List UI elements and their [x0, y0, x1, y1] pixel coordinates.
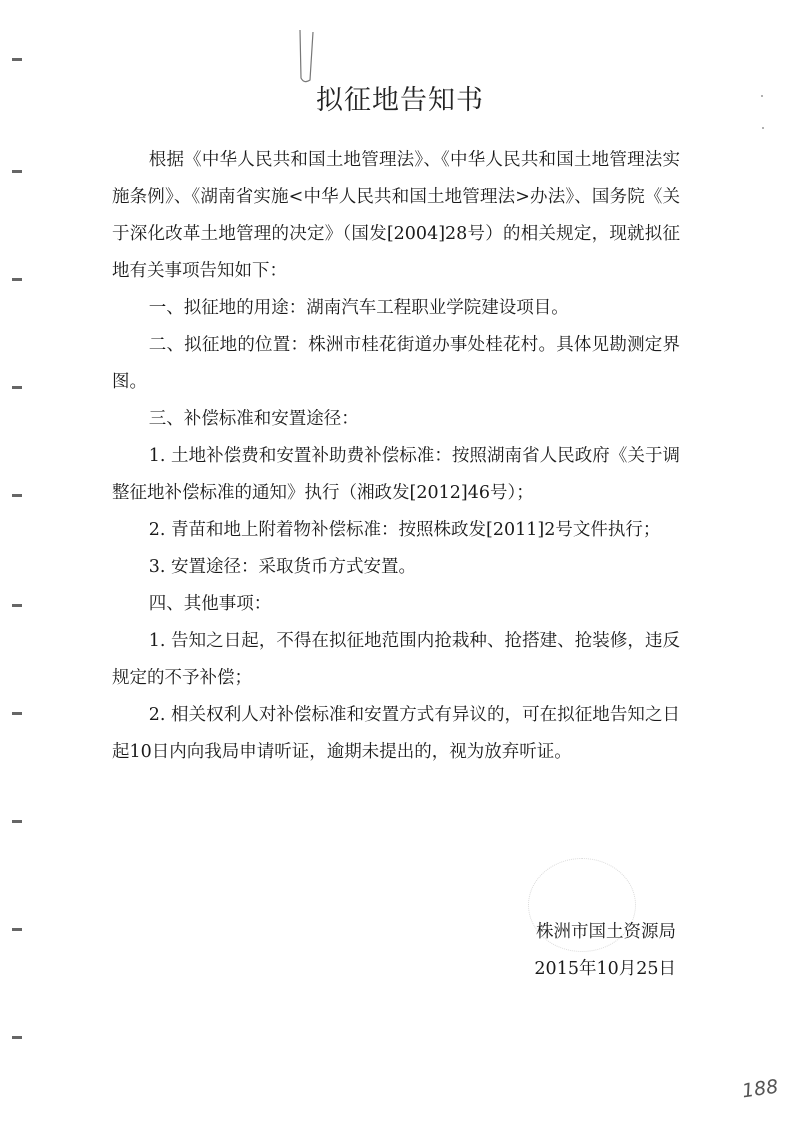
punch-mark	[12, 386, 22, 389]
paragraph-land-compensation: 1. 土地补偿费和安置补助费补偿标准：按照湖南省人民政府《关于调整征地补偿标准的通知》执行（湘政发[2012]46号）；	[112, 446, 680, 503]
paragraph-hearing: 2. 相关权利人对补偿标准和安置方式有异议的，可在拟征地告知之日起10日内向我局申请听证，逾期未提出的，视为放弃听证。	[112, 705, 680, 762]
paragraph-purpose: 一、拟征地的用途：湖南汽车工程职业学院建设项目。	[148, 298, 569, 318]
document-title: 拟征地告知书	[316, 85, 484, 116]
punch-mark	[12, 170, 22, 173]
handwritten-page-number: 188	[740, 1075, 780, 1103]
paragraph-location: 二、拟征地的位置：株洲市桂花街道办事处桂花村。具体见勘测定界图。	[112, 335, 680, 392]
paragraph-compensation-heading: 三、补偿标准和安置途径：	[148, 409, 359, 429]
paragraph-resettlement: 3. 安置途径：采取货币方式安置。	[148, 557, 417, 577]
scan-specks	[760, 94, 766, 134]
issue-date: 2015年10月25日	[534, 959, 676, 979]
punch-mark	[12, 928, 22, 931]
punch-mark	[12, 604, 22, 607]
paragraph-crops-compensation: 2. 青苗和地上附着物补偿标准：按照株政发[2011]2号文件执行；	[148, 520, 661, 540]
paragraph-restriction: 1. 告知之日起，不得在拟征地范围内抢栽种、抢搭建、抢装修，违反规定的不予补偿；	[112, 631, 680, 688]
punch-mark	[12, 58, 22, 61]
issuer-name: 株洲市国土资源局	[536, 922, 676, 942]
punch-mark	[12, 1036, 22, 1039]
punch-mark	[12, 820, 22, 823]
paragraph-other-heading: 四、其他事项：	[148, 594, 272, 614]
signature-block	[534, 914, 676, 988]
punch-mark	[12, 278, 22, 281]
punch-mark	[12, 494, 22, 497]
punch-mark	[12, 712, 22, 715]
paragraph-legal-basis: 根据《中华人民共和国土地管理法》、《中华人民共和国土地管理法实施条例》、《湖南省实施<中华人民共和国土地管理法>办法》、国务院《关于深化改革土地管理的决定》（国发[2004]28号）的相关规定，现就拟征地有关事项告知如下：	[112, 150, 680, 281]
document-body	[112, 142, 680, 771]
